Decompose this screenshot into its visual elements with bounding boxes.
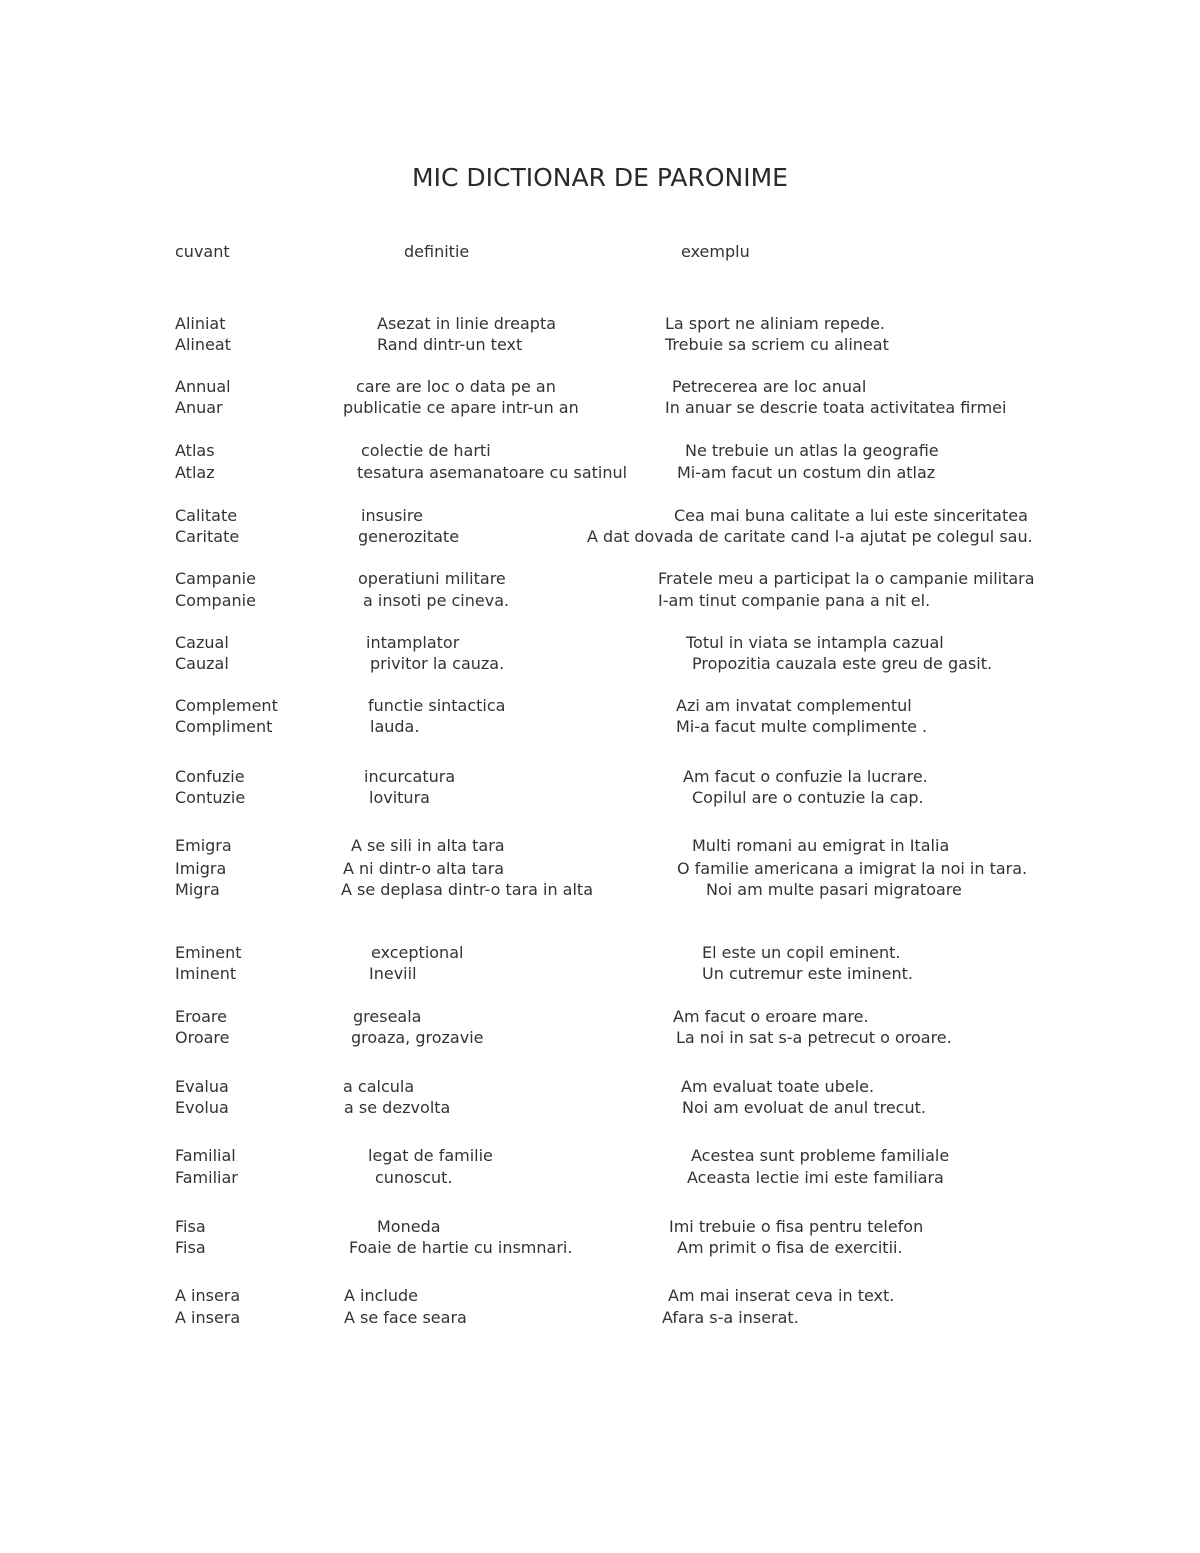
entry-definition: lauda.: [370, 717, 420, 736]
entry-example: Multi romani au emigrat in Italia: [692, 836, 950, 855]
header-definition: definitie: [404, 242, 470, 261]
entry-row: [0, 1167, 1200, 1189]
entry-word: Compliment: [175, 717, 273, 736]
entry-definition: a insoti pe cineva.: [363, 591, 510, 610]
entry-definition: intamplator: [366, 633, 460, 652]
entry-definition: A se deplasa dintr-o tara in alta: [341, 880, 593, 899]
entry-example: Am facut o eroare mare.: [673, 1007, 869, 1026]
entry-row: [0, 568, 1200, 590]
entry-row: [0, 787, 1200, 809]
entry-definition: privitor la cauza.: [370, 654, 505, 673]
entry-example: Mi-a facut multe complimente .: [676, 717, 928, 736]
entry-example: Copilul are o contuzie la cap.: [692, 788, 924, 807]
entry-word: Familial: [175, 1146, 236, 1165]
entry-example: Am evaluat toate ubele.: [681, 1077, 875, 1096]
entry-definition: greseala: [353, 1007, 422, 1026]
entry-example: Mi-am facut un costum din atlaz: [677, 463, 936, 482]
entry-row: [0, 462, 1200, 484]
entry-row: [0, 879, 1200, 901]
entry-example: Cea mai buna calitate a lui este sinceritatea: [674, 506, 1028, 525]
page-title: MIC DICTIONAR DE PARONIME: [412, 163, 788, 192]
entry-example: Am primit o fisa de exercitii.: [677, 1238, 903, 1257]
entry-row: [0, 1145, 1200, 1167]
entry-definition: publicatie ce apare intr-un an: [343, 398, 579, 417]
entry-word: Evalua: [175, 1077, 229, 1096]
entry-word: Annual: [175, 377, 231, 396]
entry-example: Un cutremur este iminent.: [702, 964, 913, 983]
entry-example: I-am tinut companie pana a nit el.: [658, 591, 931, 610]
entry-word: Atlas: [175, 441, 215, 460]
entry-definition: insusire: [361, 506, 423, 525]
entry-word: Familiar: [175, 1168, 238, 1187]
entry-example: Petrecerea are loc anual: [672, 377, 867, 396]
entry-definition: A ni dintr-o alta tara: [343, 859, 505, 878]
entry-word: Campanie: [175, 569, 256, 588]
entry-definition: colectie de harti: [361, 441, 491, 460]
entry-example: Imi trebuie o fisa pentru telefon: [669, 1217, 924, 1236]
entry-row: [0, 505, 1200, 527]
entry-example: A dat dovada de caritate cand l-a ajutat pe colegul sau.: [587, 527, 1033, 546]
entry-example: Noi am evoluat de anul trecut.: [682, 1098, 926, 1117]
entry-example: El este un copil eminent.: [702, 943, 901, 962]
entry-word: A insera: [175, 1286, 241, 1305]
entry-row: [0, 376, 1200, 398]
entry-row: [0, 590, 1200, 612]
entry-example: Propozitia cauzala este greu de gasit.: [692, 654, 993, 673]
entry-word: Emigra: [175, 836, 232, 855]
entry-definition: a se dezvolta: [344, 1098, 451, 1117]
entry-definition: exceptional: [371, 943, 464, 962]
entry-definition: functie sintactica: [368, 696, 506, 715]
entry-definition: Ineviil: [369, 964, 417, 983]
entry-word: Calitate: [175, 506, 238, 525]
entry-word: Oroare: [175, 1028, 230, 1047]
entry-example: Am facut o confuzie la lucrare.: [683, 767, 928, 786]
entry-word: Cauzal: [175, 654, 229, 673]
entry-row: [0, 440, 1200, 462]
entry-row: [0, 963, 1200, 985]
header-example: exemplu: [681, 242, 750, 261]
entry-example: Noi am multe pasari migratoare: [706, 880, 962, 899]
entry-definition: Rand dintr-un text: [377, 335, 523, 354]
entry-word: Alineat: [175, 335, 231, 354]
entry-example: Trebuie sa scriem cu alineat: [665, 335, 889, 354]
entry-definition: A se face seara: [344, 1308, 467, 1327]
entry-word: Companie: [175, 591, 256, 610]
entry-definition: Asezat in linie dreapta: [377, 314, 557, 333]
entry-definition: A se sili in alta tara: [351, 836, 505, 855]
entry-row: [0, 1097, 1200, 1119]
entry-row: [0, 653, 1200, 675]
entry-word: Migra: [175, 880, 220, 899]
entry-definition: Moneda: [377, 1217, 441, 1236]
entry-example: Azi am invatat complementul: [676, 696, 912, 715]
entry-example: Afara s-a inserat.: [662, 1308, 799, 1327]
entry-row: [0, 1216, 1200, 1238]
entry-word: Anuar: [175, 398, 223, 417]
entry-example: Aceasta lectie imi este familiara: [687, 1168, 944, 1187]
entry-row: [0, 942, 1200, 964]
entry-word: Contuzie: [175, 788, 246, 807]
entry-example: Ne trebuie un atlas la geografie: [685, 441, 939, 460]
entry-row: [0, 835, 1200, 857]
entry-definition: cunoscut.: [375, 1168, 453, 1187]
entry-example: La sport ne aliniam repede.: [665, 314, 886, 333]
entry-row: [0, 334, 1200, 356]
entry-row: [0, 1027, 1200, 1049]
entry-word: Imigra: [175, 859, 227, 878]
entry-definition: incurcatura: [364, 767, 456, 786]
entry-row: [0, 716, 1200, 738]
entry-row: [0, 1006, 1200, 1028]
entry-word: A insera: [175, 1308, 241, 1327]
entry-row: [0, 858, 1200, 880]
entry-example: Fratele meu a participat la o campanie militara: [658, 569, 1035, 588]
entry-example: Totul in viata se intampla cazual: [686, 633, 944, 652]
entry-definition: Foaie de hartie cu insmnari.: [349, 1238, 573, 1257]
entry-word: Eroare: [175, 1007, 227, 1026]
entry-row: [0, 313, 1200, 335]
entry-row: [0, 1237, 1200, 1259]
entry-definition: a calcula: [343, 1077, 415, 1096]
entry-definition: generozitate: [358, 527, 460, 546]
entry-word: Iminent: [175, 964, 237, 983]
entry-word: Complement: [175, 696, 278, 715]
entry-row: [0, 526, 1200, 548]
entry-row: [0, 397, 1200, 419]
entry-example: La noi in sat s-a petrecut o oroare.: [676, 1028, 952, 1047]
entry-row: [0, 1285, 1200, 1307]
entry-word: Atlaz: [175, 463, 215, 482]
entry-definition: legat de familie: [368, 1146, 493, 1165]
entry-row: [0, 632, 1200, 654]
entry-word: Cazual: [175, 633, 229, 652]
entry-row: [0, 766, 1200, 788]
entry-definition: A include: [344, 1286, 418, 1305]
entry-definition: lovitura: [369, 788, 430, 807]
entry-word: Fisa: [175, 1238, 206, 1257]
entry-word: Caritate: [175, 527, 240, 546]
entry-word: Confuzie: [175, 767, 245, 786]
entry-example: Am mai inserat ceva in text.: [668, 1286, 895, 1305]
header-word: cuvant: [175, 242, 230, 261]
entry-definition: operatiuni militare: [358, 569, 506, 588]
entry-word: Evolua: [175, 1098, 229, 1117]
entry-example: In anuar se descrie toata activitatea firmei: [665, 398, 1007, 417]
entry-word: Eminent: [175, 943, 242, 962]
entry-definition: tesatura asemanatoare cu satinul: [357, 463, 628, 482]
entry-row: [0, 1307, 1200, 1329]
entry-definition: groaza, grozavie: [351, 1028, 484, 1047]
entry-example: O familie americana a imigrat la noi in tara.: [677, 859, 1028, 878]
entry-definition: care are loc o data pe an: [356, 377, 556, 396]
entry-row: [0, 695, 1200, 717]
entry-word: Fisa: [175, 1217, 206, 1236]
entry-row: [0, 1076, 1200, 1098]
entry-word: Aliniat: [175, 314, 226, 333]
entry-example: Acestea sunt probleme familiale: [691, 1146, 950, 1165]
